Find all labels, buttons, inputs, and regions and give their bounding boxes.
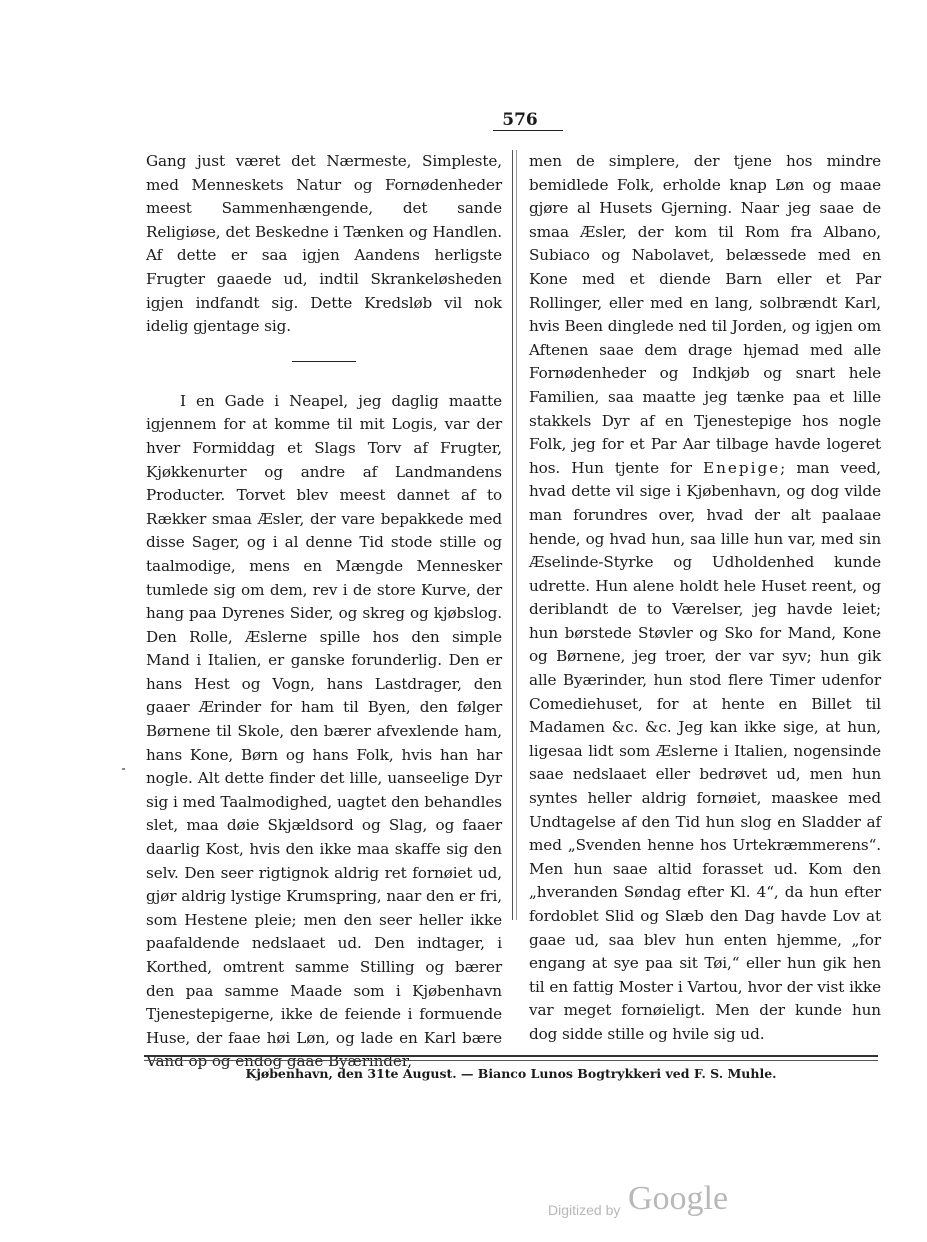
left-paragraph-1: Gang just været det Nærmeste, Simpleste, med Menneskets Natur og Fornødenheder meest Sammenhængende, det sande Religiøse, det Beskedne i Tænken og Handlen. Af dette er saa igjen Aandens herligste Frugter gaaede ud, indtil Skrankeløsheden igjen indfandt sig. Dette Kredsløb vil nok idelig gjentage sig. xyxy=(146,152,502,336)
google-watermark xyxy=(548,1180,768,1230)
right-column xyxy=(529,150,881,1047)
right-text-part-2: ; man veed, hvad dette vil sige i Kjøbenhavn, og dog vilde man forundres over, hvad der alt paalaae hende, og hvad hun, saa lille hun var, med sin Æselinde-Styrke og Udholdenhed kunde udrette. Hun alene holdt hele Huset reent, og deriblandt de to Værelser, jeg havde leiet; hun børstede Støvler og Sko for Mand, Kone og Børnene, jeg troer, der var syv; hun gik alle Byærinder, hun stod flere Timer udenfor Comediehuset, for at hente en Billet til Madamen &c. &c. Jeg kan ikke sige, at hun, ligesaa lidt som Æslerne i Italien, nogensinde saae nedslaaet eller bedrøvet ud, men hun syntes heller aldrig fornøiet, maaskee med Undtagelse af den Tid hun slog en Sladder af med „Svenden henne hos Urtekræmmerens“. Men hun saae altid forasset ud. Kom den „hveranden Søndag efter Kl. 4“, da hun efter fordoblet Slid og Slæb den Dag havde Lov at gaae ud, saa blev hun enten hjemme, „for engang at sye paa sit Tøi,“ eller hun gik hen til en fattig Moster i Vartou, hvor der vist ikke var meget fornøieligt. Men der kunde hun dog sidde stille og hvile sig ud. xyxy=(529,458,882,1043)
page-number: 576 xyxy=(502,110,538,130)
printer-imprint: Kjøbenhavn, den 31te August. — Bianco Lunos Bogtrykkeri ved F. S. Muhle. xyxy=(245,1066,777,1081)
right-paragraph xyxy=(529,150,881,1047)
spaced-word: Enepige xyxy=(703,458,781,477)
page-number-rule xyxy=(493,130,563,131)
footer-rule-thin xyxy=(144,1060,878,1061)
column-divider xyxy=(512,150,513,920)
left-paragraph-2: I en Gade i Neapel, jeg daglig maatte igjennem for at komme til mit Logis, var der hver Formiddag et Slags Torv af Frugter, Kjøkkenurter og andre af Landmandens Producter. Torvet blev meest dannet af to Rækker smaa Æsler, der vare bepakkede med disse Sager, og i al denne Tid stode stille og taalmodige, mens en Mængde Mennesker tumlede sig om dem, rev i de store Kurve, der hang paa Dyrenes Sider, og skreg og kjøbslog. Den Rolle, Æslerne spille hos den simple Mand i Italien, er ganske forunderlig. Den er hans Hest og Vogn, hans Lastdrager, den gaaer Ærinder for ham til Byen, den følger Børnene til Skole, den bærer afvexlende ham, hans Kone, Børn og hans Folk, hvis han har nogle. Alt dette finder det lille, uanseelige Dyr sig i med Taalmodighed, uagtet den behandles slet, maa døie Skjældsord og Slag, og faaer daarlig Kost, hvis den ikke maa skaffe sig den selv. Den seer rigtignok aldrig ret fornøiet ud, gjør aldrig lystige Krumspring, naar den er fri, som Hestene pleie; men den seer heller ikke paafaldende nedslaaet ud. Den indtager, i Korthed, omtrent samme Stilling og bærer den paa samme Maade som i Kjøbenhavn Tjenestepigerne, ikke de feiende i formuende Huse, der faae høi Løn, og lade en Karl bære Vand op og endog gaae Byærinder, xyxy=(146,391,502,1071)
right-text-part-1: men de simplere, der tjene hos mindre bemidlede Folk, erholde knap Løn og maae gjøre al Husets Gjerning. Naar jeg saae de smaa Æsler, der kom til Rom fra Albano, Subiaco og Nabolavet, belæssede med en Kone med et diende Barn eller et Par Rollinger, eller med en lang, solbrændt Karl, hvis Been dinglede ned til Jorden, og igjen om Aftenen saae dem drage hjemad med alle Fornødenheder og Indkjøb og snart hele Familien, saa maatte jeg tænke paa et lille stakkels Dyr af en Tjenestepige hos nogle Folk, jeg for et Par Aar tilbage havde logeret hos. Hun tjente for xyxy=(529,152,881,477)
footer-rule-thick xyxy=(144,1055,878,1057)
watermark-google-logo: Google xyxy=(628,1180,729,1217)
column-divider-inner xyxy=(516,150,517,920)
left-column xyxy=(146,150,502,1074)
section-divider xyxy=(292,361,356,362)
scan-speck xyxy=(122,768,125,770)
watermark-digitized-by: Digitized by xyxy=(548,1202,621,1218)
